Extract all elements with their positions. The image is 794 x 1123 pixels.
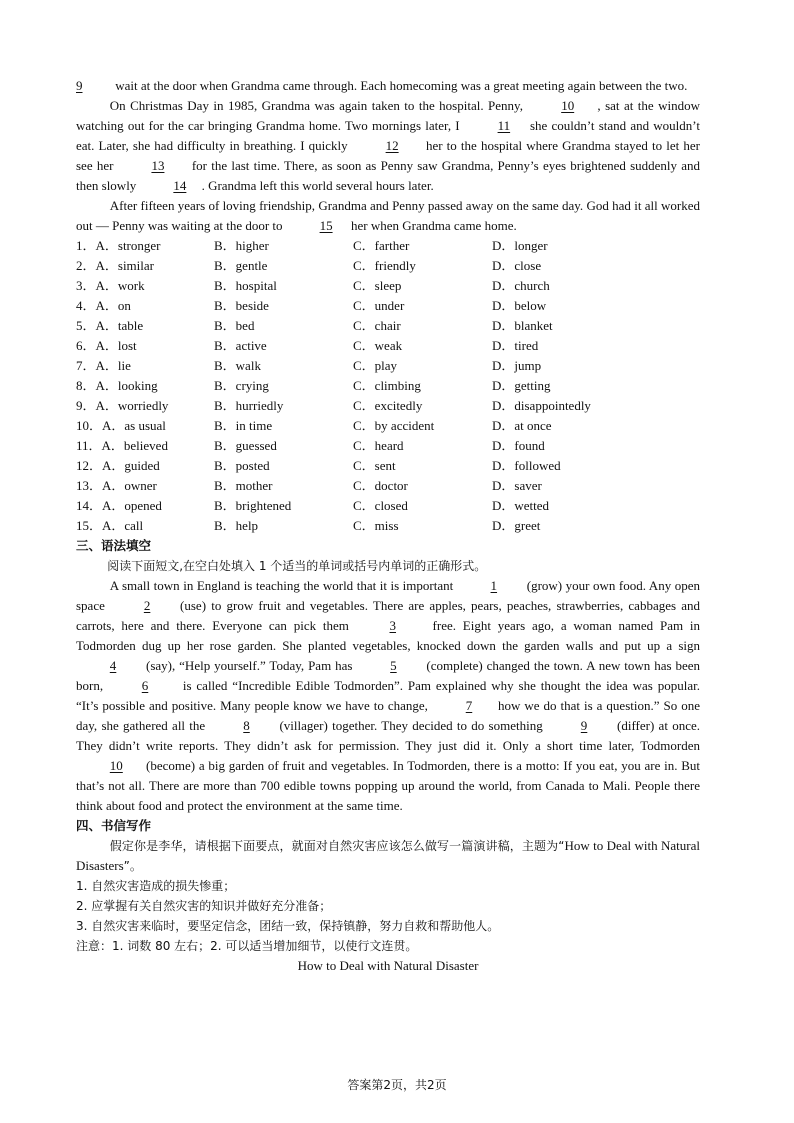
option-cell: D．disappointedly [492, 398, 591, 413]
option-cell: 10．A．as usual [76, 418, 166, 433]
writing-point-3: 3. 自然灾害来临时，要坚定信念，团结一致，保持镇静，努力自救和帮助他人。 [76, 919, 500, 933]
option-cell: D．blanket [492, 318, 553, 333]
passage-text: is called “Incredible Edible Todmorden”. Pam explained why she thought the idea was popular. “It’s possible and positive. Many people know we have to change, [76, 678, 700, 713]
option-cell: D．jump [492, 358, 542, 373]
passage-text: free. Eight years ago, a woman named Pam in Todmorden dug up her rose garden. She planted vegetables, knocked down the garden walls and put up a sign [76, 618, 700, 653]
option-cell: C．miss [353, 518, 399, 533]
blank-9: 9 [76, 78, 83, 93]
option-cell: 3．A．work [76, 278, 145, 293]
option-cell: 5．A．table [76, 318, 144, 333]
blank-13: 13 [151, 158, 165, 173]
option-cell: B．hurriedly [214, 398, 284, 413]
intro-text: ”。 [123, 859, 142, 873]
intro-topic: How to Deal with Natural Disasters [76, 838, 700, 873]
writing-note: 注意：1. 词数 80 左右；2. 可以适当增加细节，以使行文连贯。 [76, 939, 418, 953]
writing-intro [76, 836, 700, 876]
option-cell: D．found [492, 438, 545, 453]
option-cell: D．wetted [492, 498, 550, 513]
passage-text: A small town in England is teaching the world that it is important [109, 578, 457, 593]
intro-text: 假定你是李华，请根据下面要点，就面对自然灾害应该怎么做写一篇演讲稿，主题为“ [109, 839, 565, 853]
passage-text: (become) a big garden of fruit and vegetables. In Todmorden, there is a motto: If you eat, you are in. But that’s not all. There are more than 700 edible towns popping up around the world, from Canada to Mali. People there think about food and protect the environment at the same time. [76, 758, 700, 813]
option-cell: 1．A．stronger [76, 238, 161, 253]
passage-text: wait at the door when Grandma came through. Each homecoming was a great meeting again between the two. [112, 78, 688, 93]
passage-text: After fifteen years of loving friendship, Grandma and Penny passed away on the same day. God had it all worked out — Penny was waiting at the door to [76, 198, 700, 233]
option-cell: B．brightened [214, 498, 292, 513]
option-cell: C．climbing [353, 378, 421, 393]
passage-text: her to the hospital where Grandma stayed to let her see her [76, 138, 700, 173]
writing-point-2: 2. 应掌握有关自然灾害的知识并做好充分准备； [76, 899, 332, 913]
grammar-blank-3: 3 [389, 618, 397, 633]
option-cell: D．tired [492, 338, 539, 353]
grammar-blank-9: 9 [580, 718, 588, 733]
passage-text: . Grandma left this world several hours later. [201, 178, 434, 193]
blank-11: 11 [497, 118, 511, 133]
option-cell: D．below [492, 298, 547, 313]
passage-text: , sat at the window watching out for the car bringing Grandma home. Two mornings later, I [76, 98, 701, 133]
document-body [76, 76, 700, 976]
passage-text: for the last time. There, as soon as Penny saw Grandma, Penny’s eyes brightened suddenly and then slowly [76, 158, 700, 193]
passage-text: On Christmas Day in 1985, Grandma was again taken to the hospital. Penny, [109, 98, 528, 113]
grammar-blank-1: 1 [490, 578, 498, 593]
option-cell: B．help [214, 518, 259, 533]
option-cell: B．guessed [214, 438, 277, 453]
passage-text: she couldn’t stand and wouldn’t eat. Later, she had difficulty in breathing. I quickly [76, 118, 700, 153]
passage-text: (grow) your own food. Any open space [76, 578, 700, 613]
option-cell: B．active [214, 338, 267, 353]
option-cell: 13．A．owner [76, 478, 157, 493]
blank-14: 14 [173, 178, 187, 193]
blank-10: 10 [561, 98, 575, 113]
option-cell: 12．A．guided [76, 458, 160, 473]
passage-paragraph-3 [76, 196, 700, 236]
option-cell: 14．A．opened [76, 498, 162, 513]
option-cell: C．excitedly [353, 398, 423, 413]
option-cell: D．close [492, 258, 542, 273]
writing-point-1: 1. 自然灾害造成的损失惨重； [76, 879, 236, 893]
option-cell: C．play [353, 358, 398, 373]
option-cell: B．walk [214, 358, 261, 373]
option-cell: C．sleep [353, 278, 402, 293]
option-cell: B．beside [214, 298, 269, 313]
option-cell: C．heard [353, 438, 404, 453]
passage-text: her when Grandma came home. [347, 218, 517, 233]
option-cell: 9．A．worriedly [76, 398, 169, 413]
option-cell: C．closed [353, 498, 408, 513]
option-cell: D．followed [492, 458, 561, 473]
option-cell: 6．A．lost [76, 338, 137, 353]
option-cell: C．farther [353, 238, 410, 253]
option-cell: B．higher [214, 238, 269, 253]
option-cell: D．longer [492, 238, 548, 253]
option-cell: 15．A．call [76, 518, 144, 533]
passage-text: (villager) together. They decided to do something [279, 718, 547, 733]
section-title-writing: 四、书信写作 [76, 818, 152, 833]
option-cell: 7．A．lie [76, 358, 131, 373]
option-cell: B．posted [214, 458, 270, 473]
option-cell: 8．A．looking [76, 378, 158, 393]
grammar-blank-6: 6 [141, 678, 149, 693]
option-cell: B．gentle [214, 258, 268, 273]
option-cell: B．hospital [214, 278, 277, 293]
option-cell: 4．A．on [76, 298, 131, 313]
option-cell: B．bed [214, 318, 255, 333]
option-cell: D．saver [492, 478, 542, 493]
options-grid [76, 236, 700, 536]
option-cell: B．crying [214, 378, 269, 393]
option-cell: C．sent [353, 458, 396, 473]
option-cell: C．friendly [353, 258, 416, 273]
passage-text: (differ) at once. They didn’t write reports. They didn’t ask for permission. They just did it. Only a short time later, Todmorden [76, 718, 700, 753]
page-footer: 答案第2页，共2页 [347, 1078, 447, 1092]
grammar-blank-7: 7 [465, 698, 473, 713]
option-cell: 11．A．believed [76, 438, 168, 453]
blank-15: 15 [319, 218, 333, 233]
section-instruction: 阅读下面短文,在空白处填入 1 个适当的单词或括号内单词的正确形式。 [107, 559, 487, 573]
passage-text: (use) to grow fruit and vegetables. There are apples, pears, peaches, strawberries, cabbages and carrots, here and there. Everyone can pick them [76, 598, 700, 633]
option-cell: D．greet [492, 518, 541, 533]
option-cell: C．doctor [353, 478, 408, 493]
option-cell: 2．A．similar [76, 258, 154, 273]
grammar-blank-8: 8 [243, 718, 250, 733]
option-cell: C．under [353, 298, 405, 313]
option-cell: B．mother [214, 478, 273, 493]
passage-text: how we do that is a question.” So one day, she gathered all the [76, 698, 700, 733]
option-cell: C．chair [353, 318, 401, 333]
option-cell: D．at once [492, 418, 552, 433]
option-cell: D．getting [492, 378, 551, 393]
passage-text: (complete) changed the town. A new town has been born, [76, 658, 701, 693]
blank-12: 12 [385, 138, 399, 153]
grammar-blank-2: 2 [143, 598, 151, 613]
option-cell: C．weak [353, 338, 403, 353]
grammar-blank-10: 10 [109, 758, 123, 773]
passage-paragraph-2 [76, 96, 700, 196]
grammar-passage [76, 576, 700, 816]
grammar-blank-4: 4 [109, 658, 117, 673]
section-title-grammar: 三、语法填空 [76, 538, 152, 553]
option-cell: D．church [492, 278, 550, 293]
grammar-blank-5: 5 [390, 658, 397, 673]
essay-title: How to Deal with Natural Disaster [297, 958, 479, 973]
option-cell: B．in time [214, 418, 273, 433]
option-cell: C．by accident [353, 418, 435, 433]
passage-text: (say), “Help yourself.” Today, Pam has [146, 658, 357, 673]
passage-line [76, 76, 700, 96]
